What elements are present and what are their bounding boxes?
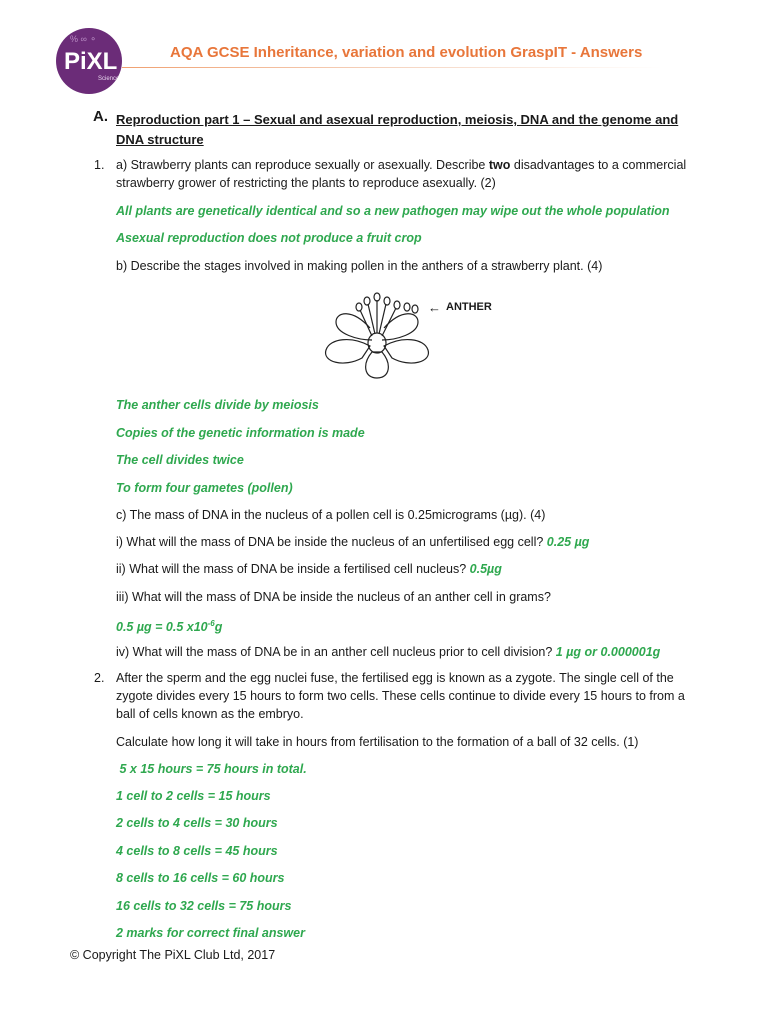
answer-1c-iii-post: g	[214, 620, 223, 635]
copyright-footer: © Copyright The PiXL Club Ltd, 2017	[70, 948, 276, 962]
answer-1c-iii-exponent: -6	[207, 619, 215, 628]
answer-1b-2: Copies of the genetic information is made	[116, 426, 365, 440]
document-title: AQA GCSE Inheritance, variation and evolution GraspIT - Answers	[170, 44, 643, 61]
answer-1c-i: 0.25 µg	[546, 535, 590, 549]
answer-1a-2: Asexual reproduction does not produce a fruit crop	[116, 231, 422, 245]
question-1c-ii-text: ii) What will the mass of DNA be inside a fertilised cell nucleus?	[116, 562, 467, 576]
pixl-logo	[56, 28, 122, 94]
question-2-calc: Calculate how long it will take in hours from fertilisation to the formation of a ball of 32 cells. (1)	[116, 735, 639, 749]
question-1c-iv	[116, 643, 706, 661]
answer-2-step-2: 2 cells to 4 cells = 30 hours	[116, 816, 278, 830]
question-1c-ii	[116, 560, 706, 578]
answer-2-step-1: 1 cell to 2 cells = 15 hours	[116, 789, 271, 803]
answer-1c-iv: 1 µg or 0.000001g	[555, 645, 661, 659]
section-title: Reproduction part 1 – Sexual and asexual reproduction, meiosis, DNA and the genome and DNA structure	[116, 112, 679, 147]
question-1a-text-bold: two	[488, 158, 511, 172]
question-1c-iv-text: iv) What will the mass of DNA be in an anther cell nucleus prior to cell division?	[116, 645, 553, 659]
answer-1c-iii	[116, 615, 716, 636]
question-1c: c) The mass of DNA in the nucleus of a pollen cell is 0.25micrograms (µg). (4)	[116, 508, 546, 522]
question-2: After the sperm and the egg nuclei fuse, the fertilised egg is known as a zygote. The single cell of the zygote divides every 15 hours to form two cells. These cells continue to divide every 15 hours to from a ball of cells known as the embryo.	[116, 671, 685, 721]
logo-decoration: % ∞ ⚬	[70, 34, 97, 44]
answer-2-step-5: 16 cells to 32 cells = 75 hours	[116, 899, 292, 913]
question-1a	[116, 156, 706, 192]
question-number-1: 1.	[94, 158, 105, 172]
header-divider	[122, 67, 662, 68]
question-1c-i-text: i) What will the mass of DNA be inside the nucleus of an unfertilised egg cell?	[116, 535, 544, 549]
question-1b: b) Describe the stages involved in making pollen in the anthers of a strawberry plant. (4)	[116, 259, 603, 273]
anther-arrow-icon: ←	[428, 300, 441, 315]
answer-2-total: 5 x 15 hours = 75 hours in total.	[116, 762, 307, 776]
answer-1b-3: The cell divides twice	[116, 453, 244, 467]
answer-1b-1: The anther cells divide by meiosis	[116, 398, 319, 412]
figure-label-anther: ANTHER	[446, 301, 492, 313]
question-number-2: 2.	[94, 671, 105, 685]
section-letter: A.	[93, 108, 108, 125]
answer-2-step-4: 8 cells to 16 cells = 60 hours	[116, 871, 285, 885]
answer-1b-4: To form four gametes (pollen)	[116, 481, 293, 495]
answer-1c-ii: 0.5µg	[469, 562, 502, 576]
question-1c-i	[116, 533, 706, 551]
question-1c-iii: iii) What will the mass of DNA be inside the nucleus of an anther cell in grams?	[116, 590, 551, 604]
answer-1a-1: All plants are genetically identical and so a new pathogen may wipe out the whole population	[116, 204, 670, 218]
answer-1c-iii-pre: 0.5 µg = 0.5 x10	[116, 620, 208, 635]
answer-2-marks: 2 marks for correct final answer	[116, 926, 305, 940]
question-1a-text-pre: a) Strawberry plants can reproduce sexually or asexually. Describe	[116, 158, 489, 172]
flower-anther-diagram	[322, 288, 432, 380]
question-1a-text-post: disadvantages to a commercial strawberry grower of restricting the plants to reproduce asexually. (2)	[116, 158, 687, 190]
logo-text: PiXL	[64, 48, 118, 75]
logo-subtext: Science	[98, 76, 120, 82]
answer-2-step-3: 4 cells to 8 cells = 45 hours	[116, 844, 278, 858]
